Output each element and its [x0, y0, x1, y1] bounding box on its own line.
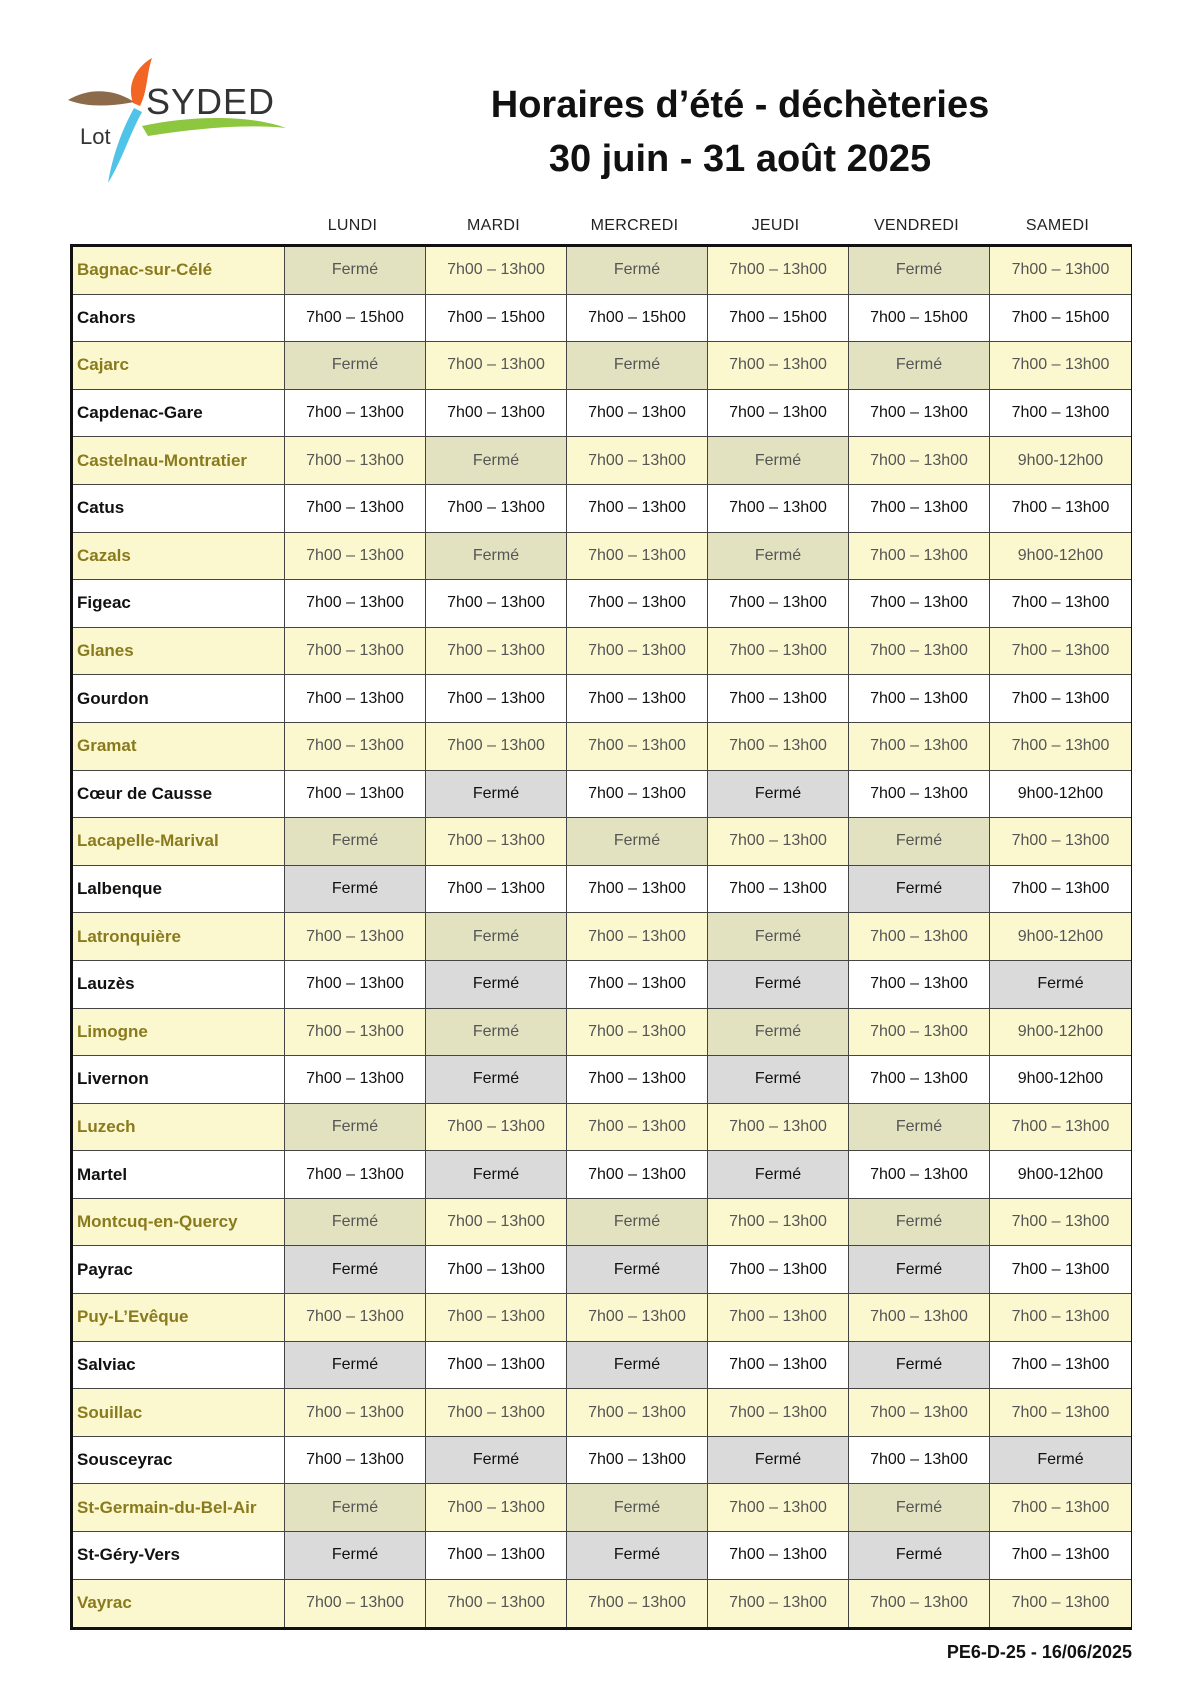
hours-cell: 7h00 – 13h00 [426, 342, 567, 390]
hours-cell: 7h00 – 13h00 [426, 247, 567, 295]
hours-cell: 7h00 – 13h00 [849, 1151, 990, 1199]
site-name: Luzech [73, 1104, 285, 1152]
hours-cell: 7h00 – 13h00 [426, 628, 567, 676]
closed-cell: Fermé [708, 437, 849, 485]
header-day: MERCREDI [590, 217, 679, 234]
hours-cell: 7h00 – 13h00 [426, 866, 567, 914]
hours-cell: 7h00 – 13h00 [708, 723, 849, 771]
hours-cell: 7h00 – 13h00 [567, 961, 708, 1009]
hours-cell: 7h00 – 13h00 [426, 1389, 567, 1437]
hours-cell: 7h00 – 13h00 [567, 1294, 708, 1342]
hours-cell: 7h00 – 15h00 [567, 295, 708, 343]
hours-cell: 7h00 – 15h00 [426, 295, 567, 343]
schedule-table [70, 208, 1132, 1630]
hours-cell: 7h00 – 13h00 [849, 1389, 990, 1437]
hours-cell: 7h00 – 13h00 [990, 1199, 1131, 1247]
hours-cell: 7h00 – 13h00 [849, 390, 990, 438]
hours-cell: 7h00 – 13h00 [849, 533, 990, 581]
site-name: Salviac [73, 1342, 285, 1390]
hours-cell: 7h00 – 13h00 [285, 390, 426, 438]
site-name: Cahors [73, 295, 285, 343]
hours-cell: 7h00 – 13h00 [567, 1056, 708, 1104]
hours-cell: 7h00 – 13h00 [990, 866, 1131, 914]
hours-cell: 7h00 – 13h00 [567, 628, 708, 676]
closed-cell: Fermé [849, 866, 990, 914]
closed-cell: Fermé [426, 771, 567, 819]
hours-cell: 7h00 – 13h00 [426, 390, 567, 438]
hours-cell: 7h00 – 13h00 [285, 485, 426, 533]
hours-cell: 9h00-12h00 [990, 1151, 1131, 1199]
closed-cell: Fermé [708, 1009, 849, 1057]
closed-cell: Fermé [285, 1532, 426, 1580]
hours-cell: 7h00 – 13h00 [567, 1437, 708, 1485]
hours-cell: 7h00 – 13h00 [849, 485, 990, 533]
hours-cell: 7h00 – 13h00 [990, 247, 1131, 295]
hours-cell: 7h00 – 13h00 [849, 1056, 990, 1104]
hours-cell: 9h00-12h00 [990, 913, 1131, 961]
closed-cell: Fermé [849, 1104, 990, 1152]
closed-cell: Fermé [285, 1342, 426, 1390]
hours-cell: 7h00 – 13h00 [708, 1484, 849, 1532]
hours-cell: 7h00 – 13h00 [426, 818, 567, 866]
hours-cell: 7h00 – 13h00 [990, 580, 1131, 628]
hours-cell: 7h00 – 13h00 [285, 723, 426, 771]
hours-cell: 7h00 – 13h00 [990, 818, 1131, 866]
hours-cell: 7h00 – 13h00 [708, 628, 849, 676]
hours-cell: 7h00 – 13h00 [285, 437, 426, 485]
hours-cell: 7h00 – 13h00 [426, 1580, 567, 1628]
hours-cell: 7h00 – 13h00 [567, 580, 708, 628]
hours-cell: 7h00 – 13h00 [285, 913, 426, 961]
title-line-1: Horaires d’été - déchèteries [490, 84, 990, 126]
hours-cell: 7h00 – 13h00 [849, 1437, 990, 1485]
header-day: LUNDI [327, 217, 378, 234]
hours-cell: 7h00 – 13h00 [285, 1009, 426, 1057]
closed-cell: Fermé [426, 1009, 567, 1057]
hours-cell: 7h00 – 13h00 [990, 390, 1131, 438]
closed-cell: Fermé [426, 1151, 567, 1199]
hours-cell: 7h00 – 13h00 [285, 1056, 426, 1104]
page-title [420, 78, 1060, 186]
header-day: SAMEDI [1025, 217, 1090, 234]
hours-cell: 7h00 – 15h00 [285, 295, 426, 343]
hours-cell: 7h00 – 13h00 [567, 485, 708, 533]
hours-cell: 7h00 – 13h00 [567, 913, 708, 961]
hours-cell: 7h00 – 13h00 [708, 485, 849, 533]
hours-cell: 7h00 – 13h00 [990, 675, 1131, 723]
hours-cell: 7h00 – 13h00 [567, 771, 708, 819]
logo-brand-text: SYDED [146, 81, 276, 122]
hours-cell: 7h00 – 13h00 [285, 1151, 426, 1199]
hours-cell: 7h00 – 13h00 [849, 1009, 990, 1057]
closed-cell: Fermé [849, 1532, 990, 1580]
table-body [70, 244, 1132, 1630]
closed-cell: Fermé [285, 1199, 426, 1247]
site-name: Montcuq-en-Quercy [73, 1199, 285, 1247]
day-header-row [70, 208, 1132, 244]
hours-cell: 7h00 – 13h00 [990, 1580, 1131, 1628]
hours-cell: 7h00 – 13h00 [708, 1294, 849, 1342]
closed-cell: Fermé [285, 1484, 426, 1532]
closed-cell: Fermé [567, 818, 708, 866]
hours-cell: 7h00 – 13h00 [426, 1532, 567, 1580]
hours-cell: 7h00 – 13h00 [567, 533, 708, 581]
hours-cell: 7h00 – 15h00 [708, 295, 849, 343]
hours-cell: 9h00-12h00 [990, 771, 1131, 819]
hours-cell: 7h00 – 13h00 [567, 866, 708, 914]
hours-cell: 7h00 – 13h00 [426, 485, 567, 533]
hours-cell: 7h00 – 13h00 [849, 675, 990, 723]
site-name: Glanes [73, 628, 285, 676]
closed-cell: Fermé [708, 771, 849, 819]
hours-cell: 7h00 – 13h00 [708, 675, 849, 723]
syded-logo [68, 58, 298, 198]
site-name: Catus [73, 485, 285, 533]
closed-cell: Fermé [990, 961, 1131, 1009]
site-name: Sousceyrac [73, 1437, 285, 1485]
hours-cell: 7h00 – 13h00 [990, 1246, 1131, 1294]
site-name: Limogne [73, 1009, 285, 1057]
hours-cell: 7h00 – 13h00 [285, 628, 426, 676]
closed-cell: Fermé [285, 1104, 426, 1152]
hours-cell: 7h00 – 13h00 [567, 723, 708, 771]
site-name: Figeac [73, 580, 285, 628]
closed-cell: Fermé [849, 1342, 990, 1390]
header-day: VENDREDI [873, 217, 960, 234]
hours-cell: 7h00 – 13h00 [567, 1580, 708, 1628]
hours-cell: 7h00 – 13h00 [285, 675, 426, 723]
closed-cell: Fermé [567, 247, 708, 295]
closed-cell: Fermé [708, 533, 849, 581]
hours-cell: 7h00 – 13h00 [708, 866, 849, 914]
hours-cell: 7h00 – 13h00 [849, 913, 990, 961]
hours-cell: 7h00 – 13h00 [990, 723, 1131, 771]
title-line-2: 30 juin - 31 août 2025 [548, 138, 932, 180]
hours-cell: 7h00 – 13h00 [567, 1009, 708, 1057]
hours-cell: 7h00 – 13h00 [285, 771, 426, 819]
site-name: Puy-L’Evêque [73, 1294, 285, 1342]
hours-cell: 7h00 – 13h00 [990, 1484, 1131, 1532]
hours-cell: 7h00 – 13h00 [708, 1389, 849, 1437]
closed-cell: Fermé [285, 342, 426, 390]
hours-cell: 9h00-12h00 [990, 1056, 1131, 1104]
closed-cell: Fermé [426, 1437, 567, 1485]
hours-cell: 7h00 – 13h00 [567, 1104, 708, 1152]
hours-cell: 7h00 – 13h00 [285, 1437, 426, 1485]
header-day: MARDI [466, 217, 521, 234]
closed-cell: Fermé [567, 1484, 708, 1532]
site-name: Vayrac [73, 1580, 285, 1628]
hours-cell: 7h00 – 13h00 [708, 818, 849, 866]
hours-cell: 7h00 – 13h00 [567, 390, 708, 438]
hours-cell: 7h00 – 13h00 [990, 628, 1131, 676]
closed-cell: Fermé [849, 247, 990, 295]
site-name: Lauzès [73, 961, 285, 1009]
hours-cell: 7h00 – 13h00 [567, 1151, 708, 1199]
closed-cell: Fermé [708, 961, 849, 1009]
hours-cell: 7h00 – 13h00 [708, 1580, 849, 1628]
site-name: Capdenac-Gare [73, 390, 285, 438]
hours-cell: 7h00 – 13h00 [567, 437, 708, 485]
closed-cell: Fermé [567, 342, 708, 390]
hours-cell: 7h00 – 13h00 [849, 771, 990, 819]
closed-cell: Fermé [285, 866, 426, 914]
hours-cell: 7h00 – 13h00 [990, 1389, 1131, 1437]
site-name: St-Géry-Vers [73, 1532, 285, 1580]
site-name: Lalbenque [73, 866, 285, 914]
logo-leaves-icon [68, 58, 298, 198]
closed-cell: Fermé [567, 1199, 708, 1247]
site-name: Bagnac-sur-Célé [73, 247, 285, 295]
hours-cell: 7h00 – 13h00 [285, 580, 426, 628]
closed-cell: Fermé [426, 533, 567, 581]
site-name: Lacapelle-Marival [73, 818, 285, 866]
closed-cell: Fermé [567, 1246, 708, 1294]
hours-cell: 7h00 – 13h00 [708, 580, 849, 628]
hours-cell: 7h00 – 13h00 [849, 580, 990, 628]
closed-cell: Fermé [285, 247, 426, 295]
document-reference: PE6-D-25 - 16/06/2025 [946, 1642, 1132, 1662]
hours-cell: 7h00 – 13h00 [426, 675, 567, 723]
logo-region-text: Lot [80, 124, 111, 149]
closed-cell: Fermé [426, 961, 567, 1009]
hours-cell: 7h00 – 13h00 [567, 1389, 708, 1437]
hours-cell: 7h00 – 13h00 [567, 675, 708, 723]
closed-cell: Fermé [285, 818, 426, 866]
site-name: Martel [73, 1151, 285, 1199]
closed-cell: Fermé [849, 1199, 990, 1247]
hours-cell: 7h00 – 15h00 [990, 295, 1131, 343]
header-day: JEUDI [751, 217, 800, 234]
hours-cell: 7h00 – 13h00 [990, 485, 1131, 533]
hours-cell: 7h00 – 13h00 [849, 723, 990, 771]
hours-cell: 7h00 – 13h00 [849, 1294, 990, 1342]
hours-cell: 7h00 – 13h00 [708, 342, 849, 390]
hours-cell: 7h00 – 13h00 [990, 342, 1131, 390]
hours-cell: 7h00 – 13h00 [849, 961, 990, 1009]
hours-cell: 7h00 – 13h00 [708, 1342, 849, 1390]
hours-cell: 7h00 – 13h00 [708, 1104, 849, 1152]
site-name: Souillac [73, 1389, 285, 1437]
closed-cell: Fermé [708, 1437, 849, 1485]
site-name: Cazals [73, 533, 285, 581]
site-name: Cajarc [73, 342, 285, 390]
site-name: Gramat [73, 723, 285, 771]
hours-cell: 7h00 – 13h00 [990, 1342, 1131, 1390]
hours-cell: 7h00 – 13h00 [426, 723, 567, 771]
hours-cell: 7h00 – 15h00 [849, 295, 990, 343]
hours-cell: 7h00 – 13h00 [708, 247, 849, 295]
hours-cell: 7h00 – 13h00 [849, 628, 990, 676]
hours-cell: 7h00 – 13h00 [285, 1389, 426, 1437]
hours-cell: 7h00 – 13h00 [990, 1294, 1131, 1342]
hours-cell: 7h00 – 13h00 [990, 1532, 1131, 1580]
hours-cell: 7h00 – 13h00 [708, 390, 849, 438]
closed-cell: Fermé [708, 1056, 849, 1104]
hours-cell: 9h00-12h00 [990, 1009, 1131, 1057]
hours-cell: 7h00 – 13h00 [708, 1246, 849, 1294]
hours-cell: 7h00 – 13h00 [426, 1104, 567, 1152]
site-name: Cœur de Causse [73, 771, 285, 819]
hours-cell: 7h00 – 13h00 [426, 1484, 567, 1532]
site-name: Castelnau-Montratier [73, 437, 285, 485]
hours-cell: 7h00 – 13h00 [849, 1580, 990, 1628]
closed-cell: Fermé [426, 437, 567, 485]
hours-cell: 7h00 – 13h00 [708, 1199, 849, 1247]
closed-cell: Fermé [849, 342, 990, 390]
site-name: Latronquière [73, 913, 285, 961]
hours-cell: 7h00 – 13h00 [285, 1294, 426, 1342]
hours-cell: 9h00-12h00 [990, 437, 1131, 485]
hours-cell: 7h00 – 13h00 [849, 437, 990, 485]
site-name: Gourdon [73, 675, 285, 723]
closed-cell: Fermé [849, 1484, 990, 1532]
closed-cell: Fermé [849, 1246, 990, 1294]
hours-cell: 7h00 – 13h00 [426, 580, 567, 628]
hours-cell: 7h00 – 13h00 [426, 1342, 567, 1390]
closed-cell: Fermé [849, 818, 990, 866]
closed-cell: Fermé [708, 913, 849, 961]
hours-cell: 7h00 – 13h00 [426, 1246, 567, 1294]
hours-cell: 9h00-12h00 [990, 533, 1131, 581]
site-name: Payrac [73, 1246, 285, 1294]
hours-cell: 7h00 – 13h00 [285, 961, 426, 1009]
site-name: Livernon [73, 1056, 285, 1104]
hours-cell: 7h00 – 13h00 [285, 533, 426, 581]
hours-cell: 7h00 – 13h00 [426, 1199, 567, 1247]
hours-cell: 7h00 – 13h00 [990, 1104, 1131, 1152]
closed-cell: Fermé [567, 1342, 708, 1390]
closed-cell: Fermé [426, 1056, 567, 1104]
hours-cell: 7h00 – 13h00 [285, 1580, 426, 1628]
closed-cell: Fermé [567, 1532, 708, 1580]
closed-cell: Fermé [708, 1151, 849, 1199]
closed-cell: Fermé [426, 913, 567, 961]
hours-cell: 7h00 – 13h00 [426, 1294, 567, 1342]
closed-cell: Fermé [285, 1246, 426, 1294]
hours-cell: 7h00 – 13h00 [708, 1532, 849, 1580]
closed-cell: Fermé [990, 1437, 1131, 1485]
site-name: St-Germain-du-Bel-Air [73, 1484, 285, 1532]
